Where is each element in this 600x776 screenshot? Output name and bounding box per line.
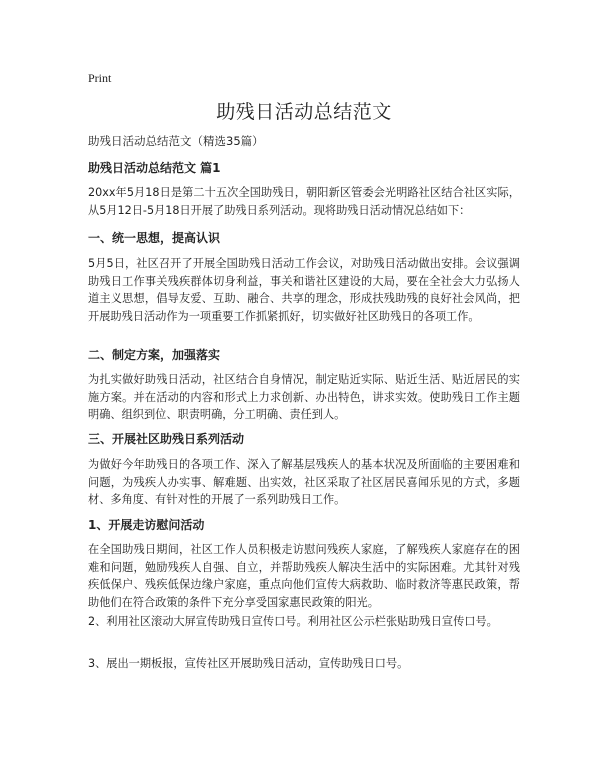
section-3-paragraph: 为做好今年助残日的各项工作、深入了解基层残疾人的基本状况及所面临的主要困难和问题，为残疾人办实事、解难题、出实效，社区采取了社区居民喜闻乐见的方式，多题材、多角度、有针对性的开展了一系列助残日工作。 xyxy=(88,458,520,507)
intro-paragraph: 20xx年5月18日是第二十五次全国助残日，朝阳新区管委会光明路社区结合社区实际，从5月12日-5月18日开展了助残日系列活动。现将助残日活动情况总结如下： xyxy=(88,186,520,217)
section-2-paragraph: 为扎实做好助残日活动，社区结合自身情况，制定贴近实际、贴近生活、贴近居民的实施方案。并在活动的内容和形式上力求创新、办出特色，讲求实效。使助残日工作主题明确、组织到位、职责明确，分工明确、责任到人。 xyxy=(88,373,520,422)
page-title: 助残日活动总结范文 xyxy=(216,101,392,123)
subtitle: 助残日活动总结范文（精选35篇） xyxy=(88,134,264,148)
section-1-heading: 一、统一思想，提高认识 xyxy=(88,231,221,245)
article-heading: 助残日活动总结范文 篇1 xyxy=(88,161,221,175)
section-3-heading: 三、开展社区助残日系列活动 xyxy=(88,432,245,446)
subsection-1-paragraph: 在全国助残日期间，社区工作人员积极走访慰问残疾人家庭，了解残疾人家庭存在的困难和问题，勉励残疾人自强、自立，并帮助残疾人解决生活中的实际困难。尤其针对残疾低保户、残疾低保边缘户家庭，重点向他们宣传大病救助、临时救济等惠民政策，帮助他们在符合政策的条件下充分享受国家惠民政策的阳光。 xyxy=(88,543,520,609)
item-2-paragraph: 2、利用社区滚动大屏宣传助残日宣传口号。利用社区公示栏张贴助残日宣传口号。 xyxy=(88,615,498,628)
section-2-heading: 二、制定方案，加强落实 xyxy=(88,348,221,362)
print-link[interactable]: Print xyxy=(88,71,112,85)
subsection-1-heading: 1、开展走访慰问活动 xyxy=(88,518,205,532)
item-3-paragraph: 3、展出一期板报，宣传社区开展助残日活动，宣传助残日口号。 xyxy=(88,657,409,670)
section-1-paragraph: 5月5日，社区召开了开展全国助残日活动工作会议，对助残日活动做出安排。会议强调助残日工作事关残疾群体切身利益，事关和谐社区建设的大局，要在全社会大力弘扬人道主义思想，倡导友爱、互助、融合、共享的理念，形成扶残助残的良好社会风尚，把开展助残日活动作为一项重要工作抓紧抓好，切实做好社区助残日的各项工作。 xyxy=(88,257,520,323)
